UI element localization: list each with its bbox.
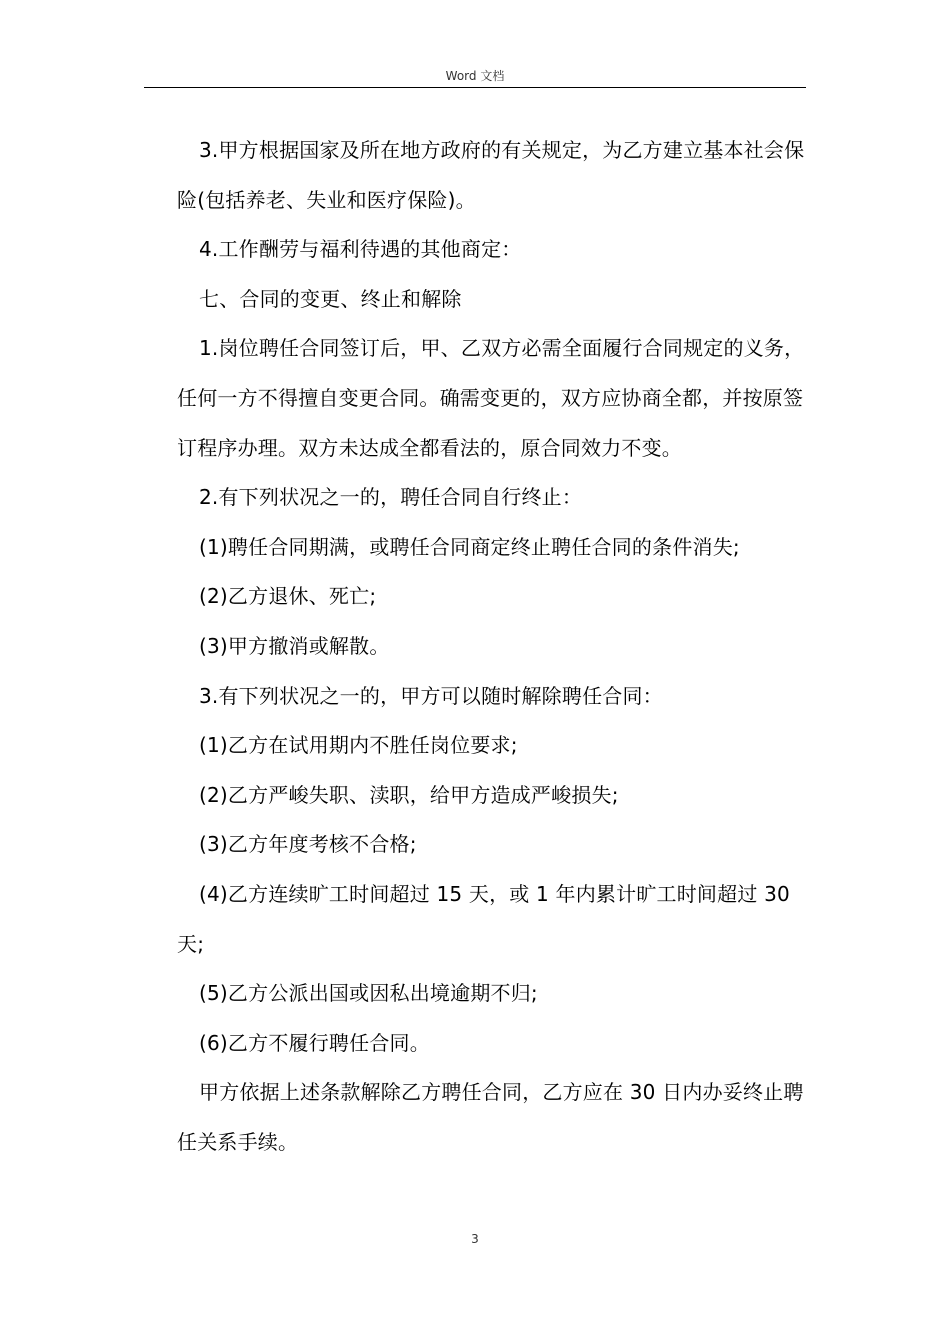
paragraph-social-insurance: 3.甲方根据国家及所在地方政府的有关规定，为乙方建立基本社会保险(包括养老、失业和医疗保险)。 (177, 138, 805, 212)
list-item-dismissal-1: (1)乙方在试用期内不胜任岗位要求; (199, 733, 518, 758)
list-item-dismissal-4: (4)乙方连续旷工时间超过 15 天，或 1 年内累计旷工时间超过 30 天; (177, 881, 790, 956)
list-item-dismissal-6: (6)乙方不履行聘任合同。 (199, 1030, 430, 1055)
paragraph-dismissal-procedure: 甲方依据上述条款解除乙方聘任合同，乙方应在 30 日内办妥终止聘任关系手续。 (177, 1080, 804, 1154)
page-number: 3 (471, 1232, 479, 1246)
paragraph-dismissal-conditions: 3.有下列状况之一的，甲方可以随时解除聘任合同： (199, 683, 663, 708)
list-item-dismissal-3: (3)乙方年度考核不合格; (199, 832, 417, 857)
paragraph-auto-termination: 2.有下列状况之一的，聘任合同自行终止： (199, 485, 583, 510)
header-divider (144, 87, 806, 88)
section-heading-contract-change: 七、合同的变更、终止和解除 (199, 286, 462, 311)
list-item-termination-2: (2)乙方退休、死亡; (199, 584, 377, 609)
list-item-dismissal-2: (2)乙方严峻失职、渎职，给甲方造成严峻损失; (199, 782, 619, 807)
paragraph-other-benefits: 4.工作酬劳与福利待遇的其他商定： (199, 237, 522, 262)
list-item-termination-3: (3)甲方撤消或解散。 (199, 633, 390, 658)
page-header-title: Word 文档 (445, 69, 505, 83)
paragraph-contract-obligations: 1.岗位聘任合同签订后，甲、乙双方必需全面履行合同规定的义务，任何一方不得擅自变更合同。确需变更的，双方应协商全都，并按原签订程序办理。双方未达成全都看法的，原合同效力不变。 (177, 336, 805, 460)
document-body (177, 126, 807, 1167)
list-item-dismissal-5: (5)乙方公派出国或因私出境逾期不归; (199, 981, 538, 1006)
list-item-termination-1: (1)聘任合同期满，或聘任合同商定终止聘任合同的条件消失; (199, 534, 740, 559)
